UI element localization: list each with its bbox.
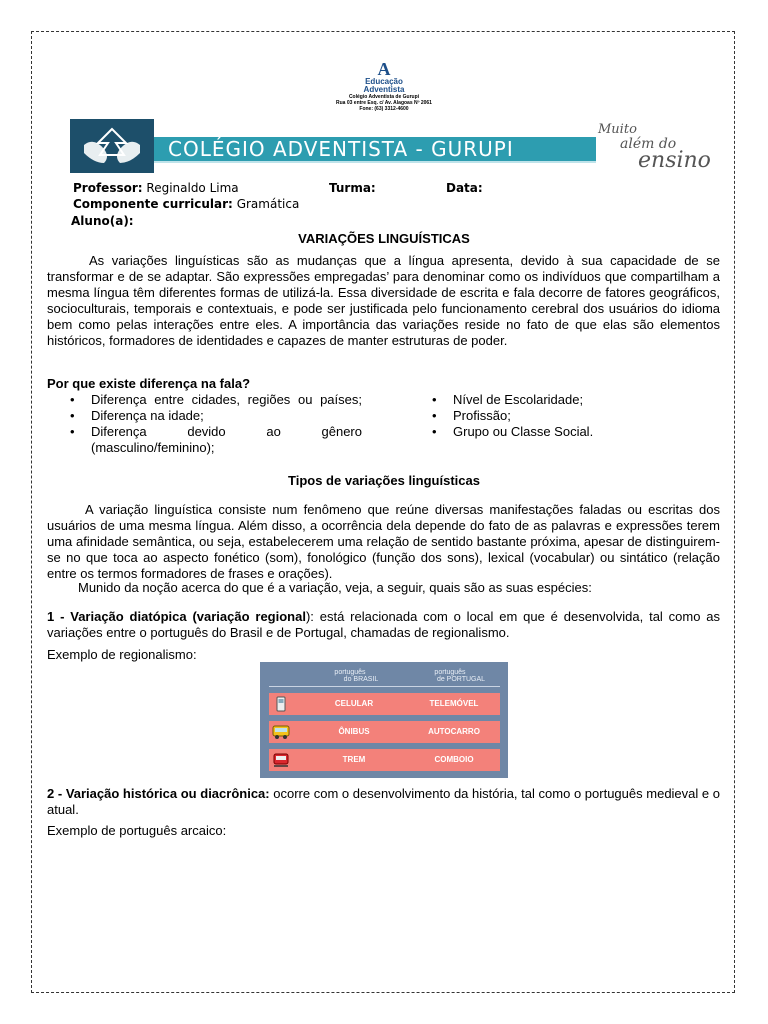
school-address: Rua 03 entre Esq. c/ Av. Alagoas Nº 2061: [336, 100, 432, 106]
table-row: [269, 749, 500, 771]
paragraph-2: [47, 502, 720, 582]
brasil-cell: TREM: [342, 755, 366, 764]
banner-title: COLÉGIO ADVENTISTA - GURUPI: [154, 137, 596, 161]
data-label-text: Data:: [446, 181, 483, 195]
list-item: [428, 424, 678, 440]
turma-label-text: Turma:: [329, 181, 376, 195]
professor-label: Professor:: [73, 181, 143, 195]
banner-underline: [154, 161, 596, 163]
header-divider: [269, 686, 500, 687]
bullet-text: Grupo ou Classe Social.: [453, 424, 594, 439]
turma-label: [329, 181, 376, 195]
bullet-text: Profissão;: [453, 408, 511, 423]
bullets-right: [428, 392, 678, 440]
componente-value: Gramática: [236, 197, 300, 211]
col-portugal-line1: português: [434, 669, 466, 676]
portugal-cell: TELEMÓVEL: [429, 699, 479, 708]
list-item: [66, 392, 362, 408]
adventist-logo-icon: [70, 119, 154, 173]
intro-paragraph: [47, 253, 720, 349]
school-phone: Fone: (63) 3312-4600: [359, 106, 409, 112]
paragraph-2-text: A variação linguística consiste num fenômeno que reúne diversas manifestações faladas ou escritas dos usuários de uma mesma língua. Além disso, a ocorrência dela depende do fato de as palavras e expressões terem uma afinidade semântica, ou seja, estabelecerem uma relação de sentido bastante próxima, apesar de distinguirem-se no que toca ao aspecto fonético (som), fonológico (função dos sons), lexical (vocabular) ou sintático (relação entre os termos formadores de frases e orações).: [47, 502, 720, 581]
componente-field: [73, 197, 299, 211]
type1-heading: 1 - Variação diatópica (variação regional: [47, 609, 306, 624]
slogan-line2: além do: [620, 136, 677, 152]
bullet-text: Diferença na idade;: [91, 408, 204, 423]
intro-text: As variações linguísticas são as mudanças que a língua apresenta, devido à sua capacidade de se transformar e de se adaptar. São expressões empregadas’ para denominar como os indivíduos que compartilham a mesma língua têm diferentes formas de utilizá-la. Essa diversidade de escrita e fala decorre de fatores geográficos, socioculturais, temporais e contextuais, e pode ser justificada pelo funcionamento cerebral dos usuários do idioma bem como pelas interações entre eles. A importância das variações reside no fato de que elas são elementos históricos, formadores de identidades e capazes de manter estruturas de poder.: [47, 253, 720, 348]
slogan-line1: Muito: [598, 122, 637, 137]
portugal-cell: COMBOIO: [434, 755, 474, 764]
componente-label: Componente curricular:: [73, 197, 233, 211]
slogan-line3: ensino: [638, 148, 711, 173]
brasil-cell: CELULAR: [334, 699, 374, 708]
question-heading: Por que existe diferença na fala?: [47, 376, 251, 391]
list-item: [66, 424, 362, 456]
school-header-logo: [324, 60, 444, 112]
slogan: [598, 122, 713, 176]
col-brasil-line2: do BRASIL: [343, 676, 379, 683]
data-label: [446, 181, 483, 195]
bullet-text: Diferença devido ao gênero (masculino/feminino);: [91, 424, 362, 455]
list-item: [428, 392, 678, 408]
brasil-cell: ÔNIBUS: [338, 727, 370, 736]
type2-heading: 2 - Variação histórica ou diacrônica:: [47, 786, 270, 801]
bus-icon: [272, 724, 290, 740]
brand-line1: Educação: [365, 77, 403, 86]
example2-label: Exemplo de português arcaico:: [47, 823, 227, 838]
type1-text: ): está relacionada com o local em que é desenvolvida, tal como as variações entre o português do Brasil e de Portugal, chamadas de regionalismo.: [47, 609, 721, 640]
table-row: [269, 721, 500, 743]
section-subtitle: Tipos de variações linguísticas: [288, 473, 480, 488]
regionalism-table: [260, 662, 508, 778]
portugal-cell: AUTOCARRO: [428, 727, 480, 736]
table-row: [269, 693, 500, 715]
logo-icon: A: [377, 59, 391, 79]
col-portugal-line2: de PORTUGAL: [436, 676, 486, 683]
aluno-field: [71, 214, 134, 228]
col-brasil-header: [300, 669, 400, 683]
col-brasil-line1: português: [334, 669, 366, 676]
professor-value: Reginaldo Lima: [146, 181, 239, 195]
page-title: VARIAÇÕES LINGUÍSTICAS: [298, 231, 470, 246]
list-item: [428, 408, 678, 424]
aluno-label: Aluno(a):: [71, 214, 134, 228]
bullet-text: Nível de Escolaridade;: [453, 392, 584, 407]
type1-paragraph: [47, 609, 720, 641]
school-small-name: Colégio Adventista de Gurupi: [348, 94, 420, 100]
example1-label: Exemplo de regionalismo:: [47, 647, 197, 662]
brand-line2: Adventista: [363, 85, 405, 94]
train-icon: [272, 752, 290, 768]
professor-field: [73, 181, 239, 195]
list-item: [66, 408, 362, 424]
col-portugal-header: [400, 669, 500, 683]
type2-text: ocorre com o desenvolvimento da história, tal como o português medieval e o atual.: [47, 786, 720, 817]
phone-icon: [272, 696, 290, 712]
bullets-left: [66, 392, 362, 456]
bullet-text: Diferença entre cidades, regiões ou países;: [91, 392, 362, 407]
paragraph-3: Munido da noção acerca do que é a variação, veja, a seguir, quais são as suas espécies:: [78, 580, 592, 595]
type2-paragraph: [47, 786, 720, 818]
